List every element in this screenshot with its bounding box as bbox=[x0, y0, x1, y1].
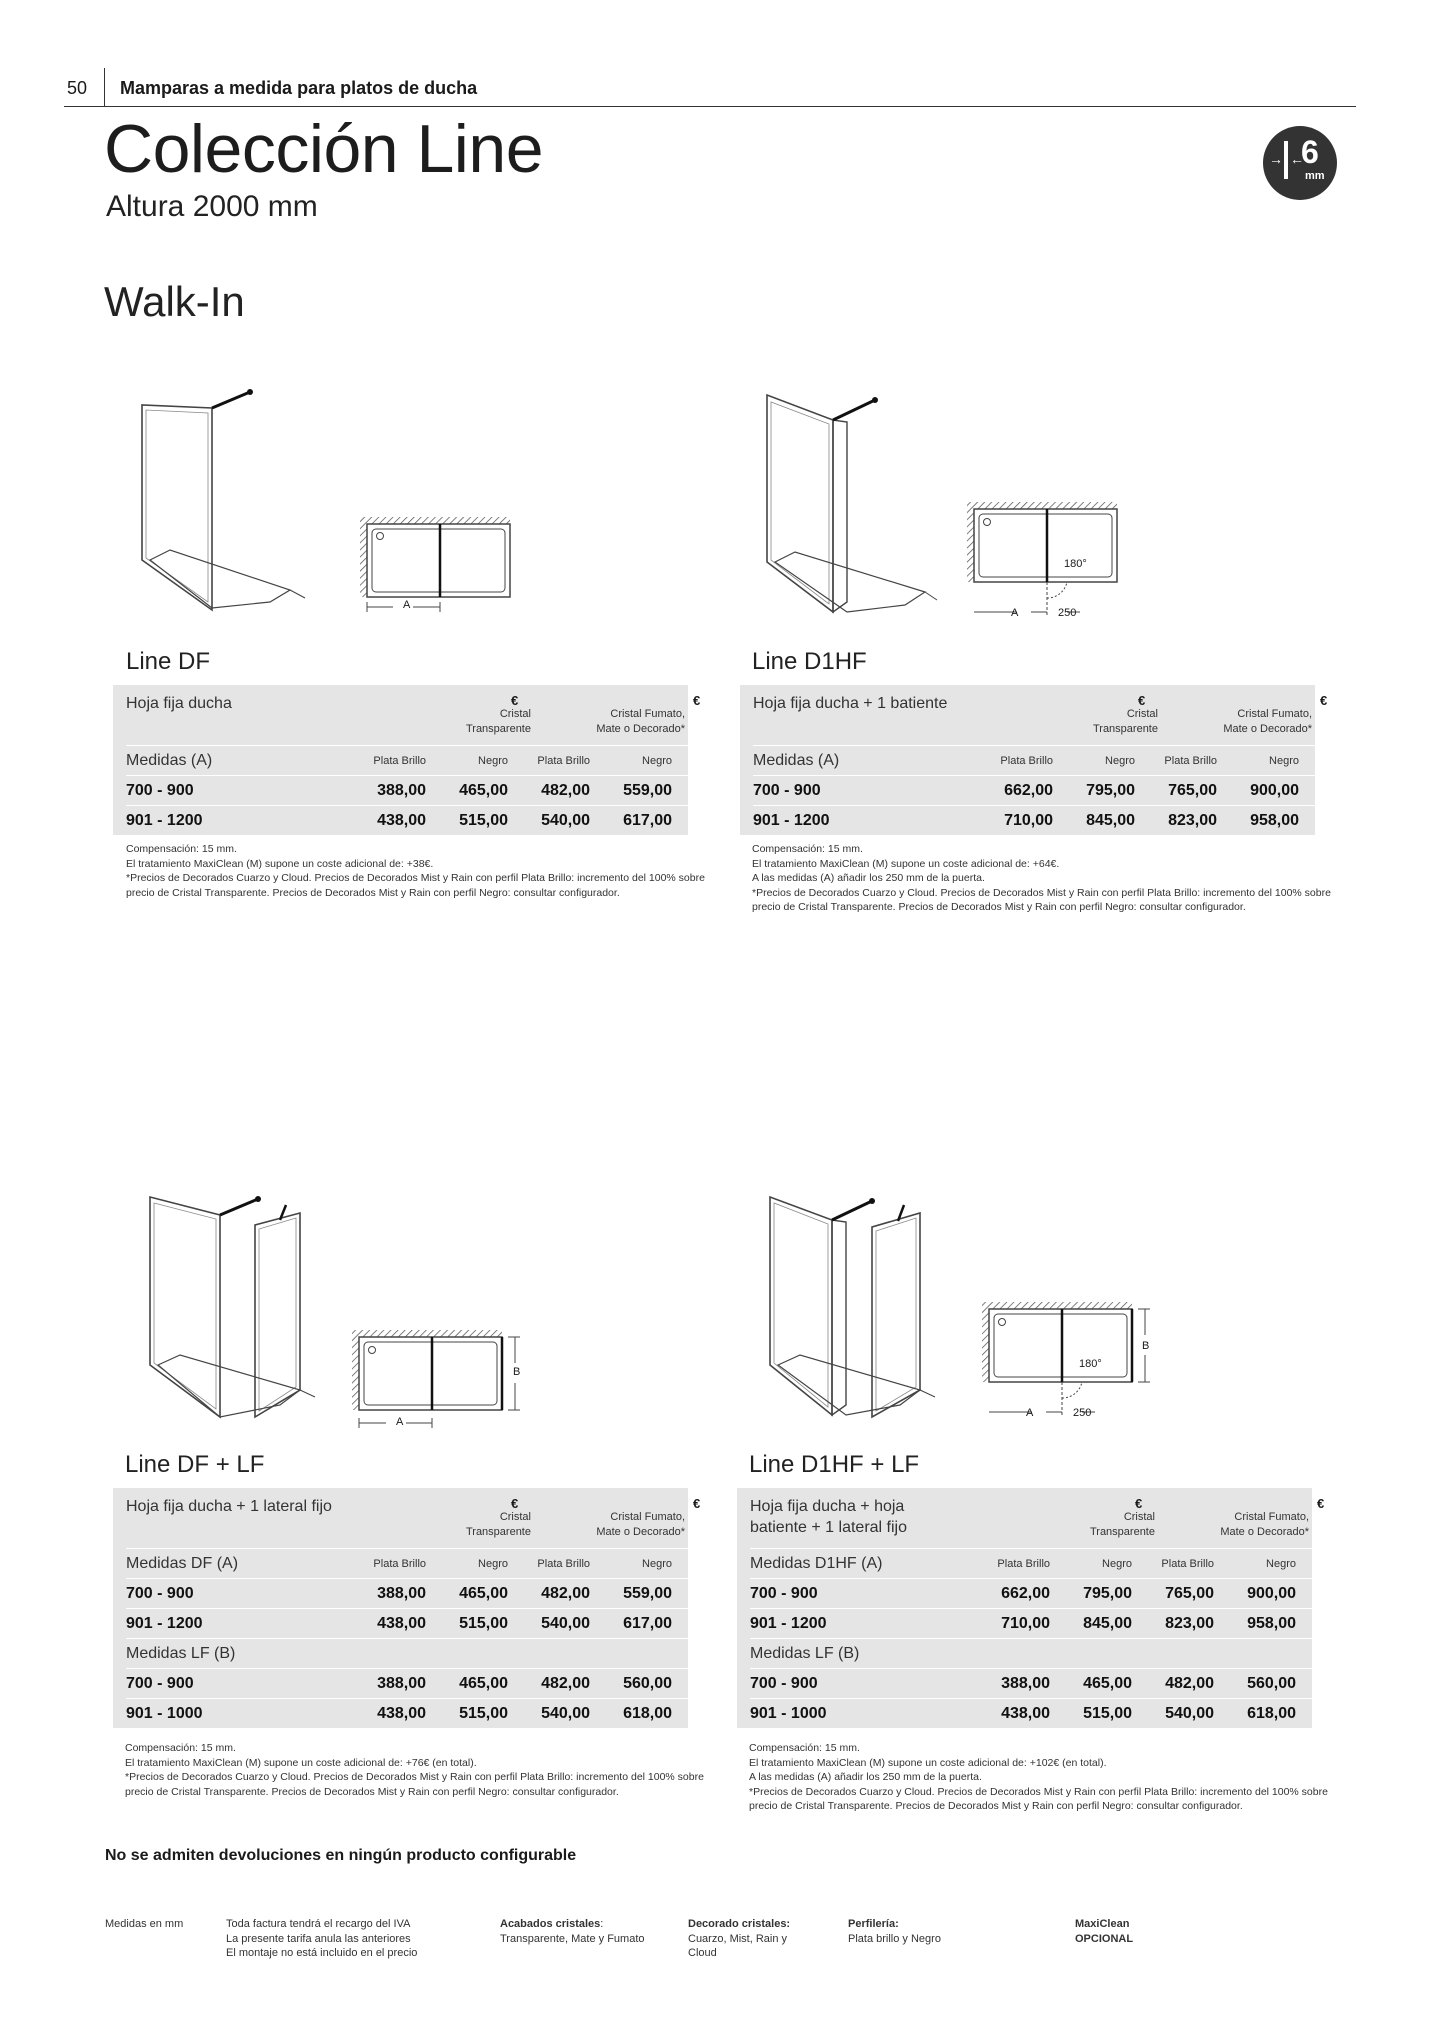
price-table bbox=[740, 685, 1328, 835]
price-cell: 900,00 bbox=[1247, 1585, 1296, 1602]
price-cell: 845,00 bbox=[1083, 1615, 1132, 1632]
col-plata-brillo-label: Plata Brillo bbox=[1161, 1558, 1214, 1570]
price-cell: 388,00 bbox=[377, 1585, 426, 1602]
col-plata-brillo-label: Plata Brillo bbox=[537, 755, 590, 767]
price-table bbox=[113, 1488, 701, 1728]
footer-profile-text: Plata brillo y Negro bbox=[848, 1932, 941, 1945]
price-cell: 559,00 bbox=[623, 782, 672, 799]
price-cell: 515,00 bbox=[459, 1705, 508, 1722]
line-d1hf-perspective-drawing bbox=[755, 380, 945, 620]
arrow-left-icon: ← bbox=[1290, 151, 1304, 167]
line-d1hf-lf-dim-b: B bbox=[1142, 1340, 1150, 1352]
measures-header-row bbox=[750, 1548, 1312, 1578]
price-row bbox=[750, 1578, 1312, 1608]
footer-maxiclean-text: OPCIONAL bbox=[1075, 1932, 1134, 1945]
product-name: Line DF + LF bbox=[125, 1451, 265, 1478]
section-title: Mamparas a medida para platos de ducha bbox=[120, 78, 478, 98]
price-cell: 388,00 bbox=[377, 1675, 426, 1692]
measures-header-row bbox=[750, 1638, 1312, 1668]
col-negro-label: Negro bbox=[642, 1558, 672, 1570]
price-row bbox=[750, 1668, 1312, 1698]
price-row bbox=[750, 1698, 1312, 1728]
price-cell: 618,00 bbox=[1247, 1705, 1296, 1722]
price-cell: 662,00 bbox=[1001, 1585, 1050, 1602]
price-row bbox=[750, 1608, 1312, 1638]
price-cell: 388,00 bbox=[1001, 1675, 1050, 1692]
footer-finishes-title: Acabados cristales bbox=[500, 1918, 601, 1930]
col-negro-label: Negro bbox=[1266, 1558, 1296, 1570]
line-d1hf-lf-dim-a: A bbox=[1026, 1407, 1034, 1419]
price-table-header bbox=[753, 685, 1328, 745]
price-cell: 618,00 bbox=[623, 1705, 672, 1722]
measures-header-row bbox=[126, 745, 688, 775]
col-plata-brillo-label: Plata Brillo bbox=[1000, 755, 1053, 767]
size-range: 901 - 1200 bbox=[753, 812, 830, 829]
price-row bbox=[126, 1668, 688, 1698]
size-range: 901 - 1200 bbox=[126, 1615, 203, 1632]
col-fumato-label: Cristal Fumato, Mate o Decorado* bbox=[1220, 1511, 1309, 1538]
product-description: Hoja fija ducha bbox=[126, 695, 232, 712]
line-d1hf-dim-250: 250 bbox=[1058, 607, 1077, 619]
note-line: El tratamiento MaxiClean (M) supone un coste adicional de: +38€. bbox=[126, 857, 434, 870]
price-row bbox=[126, 1698, 688, 1728]
price-cell: 438,00 bbox=[377, 812, 426, 829]
product-notes bbox=[126, 842, 706, 900]
price-cell: 515,00 bbox=[1083, 1705, 1132, 1722]
page-subtitle: Altura 2000 mm bbox=[106, 190, 318, 223]
price-cell: 823,00 bbox=[1168, 812, 1217, 829]
price-cell: 823,00 bbox=[1165, 1615, 1214, 1632]
col-transparente-label: Cristal Transparente bbox=[1089, 1511, 1155, 1538]
line-df-lf-dim-b: B bbox=[513, 1366, 521, 1378]
price-cell: 438,00 bbox=[1001, 1705, 1050, 1722]
col-plata-brillo-label: Plata Brillo bbox=[537, 1558, 590, 1570]
price-row bbox=[126, 1578, 688, 1608]
price-table-header bbox=[750, 1488, 1325, 1548]
line-d1hf-dim-deg: 180° bbox=[1064, 558, 1087, 570]
measures-label: Medidas (A) bbox=[126, 752, 213, 769]
line-df-lf-perspective-drawing bbox=[140, 1185, 330, 1425]
col-negro-label: Negro bbox=[478, 755, 508, 767]
price-cell: 540,00 bbox=[1165, 1705, 1214, 1722]
price-cell: 515,00 bbox=[459, 1615, 508, 1632]
size-range: 901 - 1200 bbox=[750, 1615, 827, 1632]
price-cell: 482,00 bbox=[541, 1675, 590, 1692]
price-row bbox=[126, 1608, 688, 1638]
currency-symbol: € bbox=[693, 1496, 701, 1511]
price-cell: 465,00 bbox=[459, 1675, 508, 1692]
note-line: A las medidas (A) añadir los 250 mm de la puerta. bbox=[749, 1771, 982, 1783]
thickness-value: 6 bbox=[1301, 134, 1319, 170]
price-cell: 560,00 bbox=[623, 1675, 672, 1692]
product-description: Hoja fija ducha + 1 batiente bbox=[753, 695, 948, 712]
price-cell: 465,00 bbox=[1083, 1675, 1132, 1692]
col-negro-label: Negro bbox=[1269, 755, 1299, 767]
footer-decor bbox=[688, 1917, 790, 1961]
note-line: Compensación: 15 mm. bbox=[126, 843, 237, 855]
line-d1hf-plan-drawing bbox=[965, 500, 1130, 625]
measures-label: Medidas D1HF (A) bbox=[750, 1555, 883, 1572]
line-d1hf-lf-perspective-drawing bbox=[760, 1185, 950, 1425]
measures-label: Medidas LF (B) bbox=[126, 1645, 236, 1662]
price-cell: 795,00 bbox=[1083, 1585, 1132, 1602]
footer-finishes-text: Transparente, Mate y Fumato bbox=[500, 1932, 645, 1945]
col-fumato-label: Cristal Fumato, Mate o Decorado* bbox=[1223, 708, 1312, 735]
no-returns-notice: No se admiten devoluciones en ningún producto configurable bbox=[105, 1847, 577, 1864]
measures-label: Medidas (A) bbox=[753, 752, 840, 769]
col-negro-label: Negro bbox=[1102, 1558, 1132, 1570]
line-d1hf-lf-plan-drawing bbox=[980, 1300, 1160, 1425]
arrow-right-icon: → bbox=[1269, 151, 1283, 167]
price-cell: 438,00 bbox=[377, 1705, 426, 1722]
product-description: Hoja fija ducha + hoja batiente + 1 lateral fijo bbox=[750, 1498, 907, 1536]
price-cell: 515,00 bbox=[459, 812, 508, 829]
price-cell: 958,00 bbox=[1247, 1615, 1296, 1632]
price-cell: 765,00 bbox=[1168, 782, 1217, 799]
col-plata-brillo-label: Plata Brillo bbox=[1164, 755, 1217, 767]
footer-units: Medidas en mm bbox=[105, 1918, 184, 1930]
currency-symbol: € bbox=[511, 693, 519, 708]
price-cell: 559,00 bbox=[623, 1585, 672, 1602]
note-line: *Precios de Decorados Cuarzo y Cloud. Precios de Decorados Mist y Rain con perfil Plata Brillo: incremento del 100% sobre precio de Cristal Transparente. Precios de Decorados Mist y Rain con perfil Negro: consultar configurador. bbox=[749, 1785, 1328, 1812]
currency-symbol: € bbox=[1138, 693, 1146, 708]
price-cell: 617,00 bbox=[623, 1615, 672, 1632]
size-range: 901 - 1000 bbox=[750, 1705, 827, 1722]
col-plata-brillo-label: Plata Brillo bbox=[373, 1558, 426, 1570]
note-line: Compensación: 15 mm. bbox=[752, 843, 863, 855]
page-number: 50 bbox=[67, 78, 88, 98]
line-df-lf-plan-drawing bbox=[350, 1328, 530, 1433]
price-cell: 845,00 bbox=[1086, 812, 1135, 829]
measures-header-row bbox=[126, 1638, 688, 1668]
note-line: El tratamiento MaxiClean (M) supone un coste adicional de: +102€ (en total). bbox=[749, 1756, 1107, 1769]
col-transparente-label: Cristal Transparente bbox=[465, 1511, 531, 1538]
note-line: *Precios de Decorados Cuarzo y Cloud. Precios de Decorados Mist y Rain con perfil Plata Brillo: incremento del 100% sobre precio de Cristal Transparente. Precios de Decorados Mist y Rain con perfil Negro: consultar configurador. bbox=[125, 1771, 704, 1798]
price-cell: 900,00 bbox=[1250, 782, 1299, 799]
measures-label: Medidas LF (B) bbox=[750, 1645, 860, 1662]
price-cell: 795,00 bbox=[1086, 782, 1135, 799]
col-plata-brillo-label: Plata Brillo bbox=[997, 1558, 1050, 1570]
currency-symbol: € bbox=[693, 693, 701, 708]
price-table-header bbox=[126, 685, 701, 745]
measures-label: Medidas DF (A) bbox=[126, 1555, 239, 1572]
line-d1hf-lf-dim-deg: 180° bbox=[1079, 1358, 1102, 1370]
price-cell: 482,00 bbox=[1165, 1675, 1214, 1692]
size-range: 901 - 1200 bbox=[126, 812, 203, 829]
size-range: 901 - 1000 bbox=[126, 1705, 203, 1722]
product-notes bbox=[749, 1741, 1329, 1814]
price-cell: 662,00 bbox=[1004, 782, 1053, 799]
price-row bbox=[753, 805, 1315, 835]
footer-decor-text: Cuarzo, Mist, Rain y Cloud bbox=[688, 1932, 788, 1959]
price-cell: 765,00 bbox=[1165, 1585, 1214, 1602]
price-table bbox=[737, 1488, 1325, 1728]
footer-maxiclean bbox=[1075, 1917, 1133, 1946]
footer-decor-title: Decorado cristales: bbox=[688, 1918, 791, 1930]
header-rule bbox=[64, 106, 1356, 107]
currency-symbol: € bbox=[1320, 693, 1328, 708]
note-line: *Precios de Decorados Cuarzo y Cloud. Precios de Decorados Mist y Rain con perfil Plata Brillo: incremento del 100% sobre precio de Cristal Transparente. Precios de Decorados Mist y Rain con perfil Negro: consultar configurador. bbox=[126, 872, 705, 899]
footer-finishes: Acabados cristales: Transparente, Mate y Fumato bbox=[500, 1918, 645, 1945]
currency-symbol: € bbox=[511, 1496, 519, 1511]
glass-pane-icon bbox=[1284, 141, 1288, 179]
size-range: 700 - 900 bbox=[750, 1675, 818, 1692]
line-df-perspective-drawing bbox=[130, 380, 310, 620]
col-fumato-label: Cristal Fumato, Mate o Decorado* bbox=[596, 708, 685, 735]
col-plata-brillo-label: Plata Brillo bbox=[373, 755, 426, 767]
price-cell: 438,00 bbox=[377, 1615, 426, 1632]
price-row bbox=[753, 775, 1315, 805]
col-transparente-label: Cristal Transparente bbox=[1092, 708, 1158, 735]
footer-profile bbox=[848, 1917, 941, 1946]
line-df-plan-drawing bbox=[355, 512, 525, 617]
price-row bbox=[126, 775, 688, 805]
product-description: Hoja fija ducha + 1 lateral fijo bbox=[126, 1498, 332, 1515]
thickness-badge bbox=[1263, 126, 1337, 200]
note-line: El tratamiento MaxiClean (M) supone un coste adicional de: +76€ (en total). bbox=[125, 1756, 477, 1769]
price-cell: 482,00 bbox=[541, 782, 590, 799]
price-cell: 617,00 bbox=[623, 812, 672, 829]
price-cell: 540,00 bbox=[541, 1705, 590, 1722]
price-table-header bbox=[126, 1488, 701, 1548]
line-df-dim-a: A bbox=[403, 599, 411, 611]
price-cell: 958,00 bbox=[1250, 812, 1299, 829]
line-d1hf-dim-a: A bbox=[1011, 607, 1019, 619]
price-cell: 710,00 bbox=[1004, 812, 1053, 829]
note-line: A las medidas (A) añadir los 250 mm de la puerta. bbox=[752, 872, 985, 884]
product-name: Line DF bbox=[126, 648, 211, 675]
page-title: Colección Line bbox=[104, 111, 544, 187]
measures-header-row bbox=[126, 1548, 688, 1578]
line-df-lf-dim-a: A bbox=[396, 1416, 404, 1428]
footer-maxiclean-title: MaxiClean bbox=[1075, 1918, 1130, 1930]
product-name: Line D1HF + LF bbox=[749, 1451, 920, 1478]
price-cell: 482,00 bbox=[541, 1585, 590, 1602]
note-line: Compensación: 15 mm. bbox=[125, 1742, 236, 1754]
price-cell: 465,00 bbox=[459, 1585, 508, 1602]
size-range: 700 - 900 bbox=[750, 1585, 818, 1602]
price-cell: 560,00 bbox=[1247, 1675, 1296, 1692]
size-range: 700 - 900 bbox=[126, 782, 194, 799]
footer-invoice: Toda factura tendrá el recargo del IVA La presente tarifa anula las anteriores El montaje no está incluido en el precio bbox=[226, 1918, 418, 1959]
price-table bbox=[113, 685, 701, 835]
price-cell: 540,00 bbox=[541, 1615, 590, 1632]
header-separator bbox=[104, 68, 105, 106]
col-negro-label: Negro bbox=[1105, 755, 1135, 767]
measures-header-row bbox=[753, 745, 1315, 775]
currency-symbol: € bbox=[1317, 1496, 1325, 1511]
price-cell: 540,00 bbox=[541, 812, 590, 829]
thickness-unit: mm bbox=[1305, 170, 1325, 182]
col-negro-label: Negro bbox=[642, 755, 672, 767]
product-notes bbox=[752, 842, 1332, 915]
footer-profile-title: Perfilería: bbox=[848, 1918, 899, 1930]
size-range: 700 - 900 bbox=[753, 782, 821, 799]
size-range: 700 - 900 bbox=[126, 1585, 194, 1602]
note-line: El tratamiento MaxiClean (M) supone un coste adicional de: +64€. bbox=[752, 857, 1060, 870]
size-range: 700 - 900 bbox=[126, 1675, 194, 1692]
product-notes bbox=[125, 1741, 705, 1799]
product-name: Line D1HF bbox=[752, 648, 867, 675]
line-d1hf-lf-dim-250: 250 bbox=[1073, 1407, 1092, 1419]
price-cell: 388,00 bbox=[377, 782, 426, 799]
col-fumato-label: Cristal Fumato, Mate o Decorado* bbox=[596, 1511, 685, 1538]
col-negro-label: Negro bbox=[478, 1558, 508, 1570]
note-line: *Precios de Decorados Cuarzo y Cloud. Precios de Decorados Mist y Rain con perfil Plata Brillo: incremento del 100% sobre precio de Cristal Transparente. Precios de Decorados Mist y Rain con perfil Negro: consultar configurador. bbox=[752, 886, 1331, 913]
currency-symbol: € bbox=[1135, 1496, 1143, 1511]
category-title: Walk-In bbox=[104, 278, 245, 325]
price-cell: 710,00 bbox=[1001, 1615, 1050, 1632]
price-row bbox=[126, 805, 688, 835]
col-transparente-label: Cristal Transparente bbox=[465, 708, 531, 735]
note-line: Compensación: 15 mm. bbox=[749, 1742, 860, 1754]
price-cell: 465,00 bbox=[459, 782, 508, 799]
